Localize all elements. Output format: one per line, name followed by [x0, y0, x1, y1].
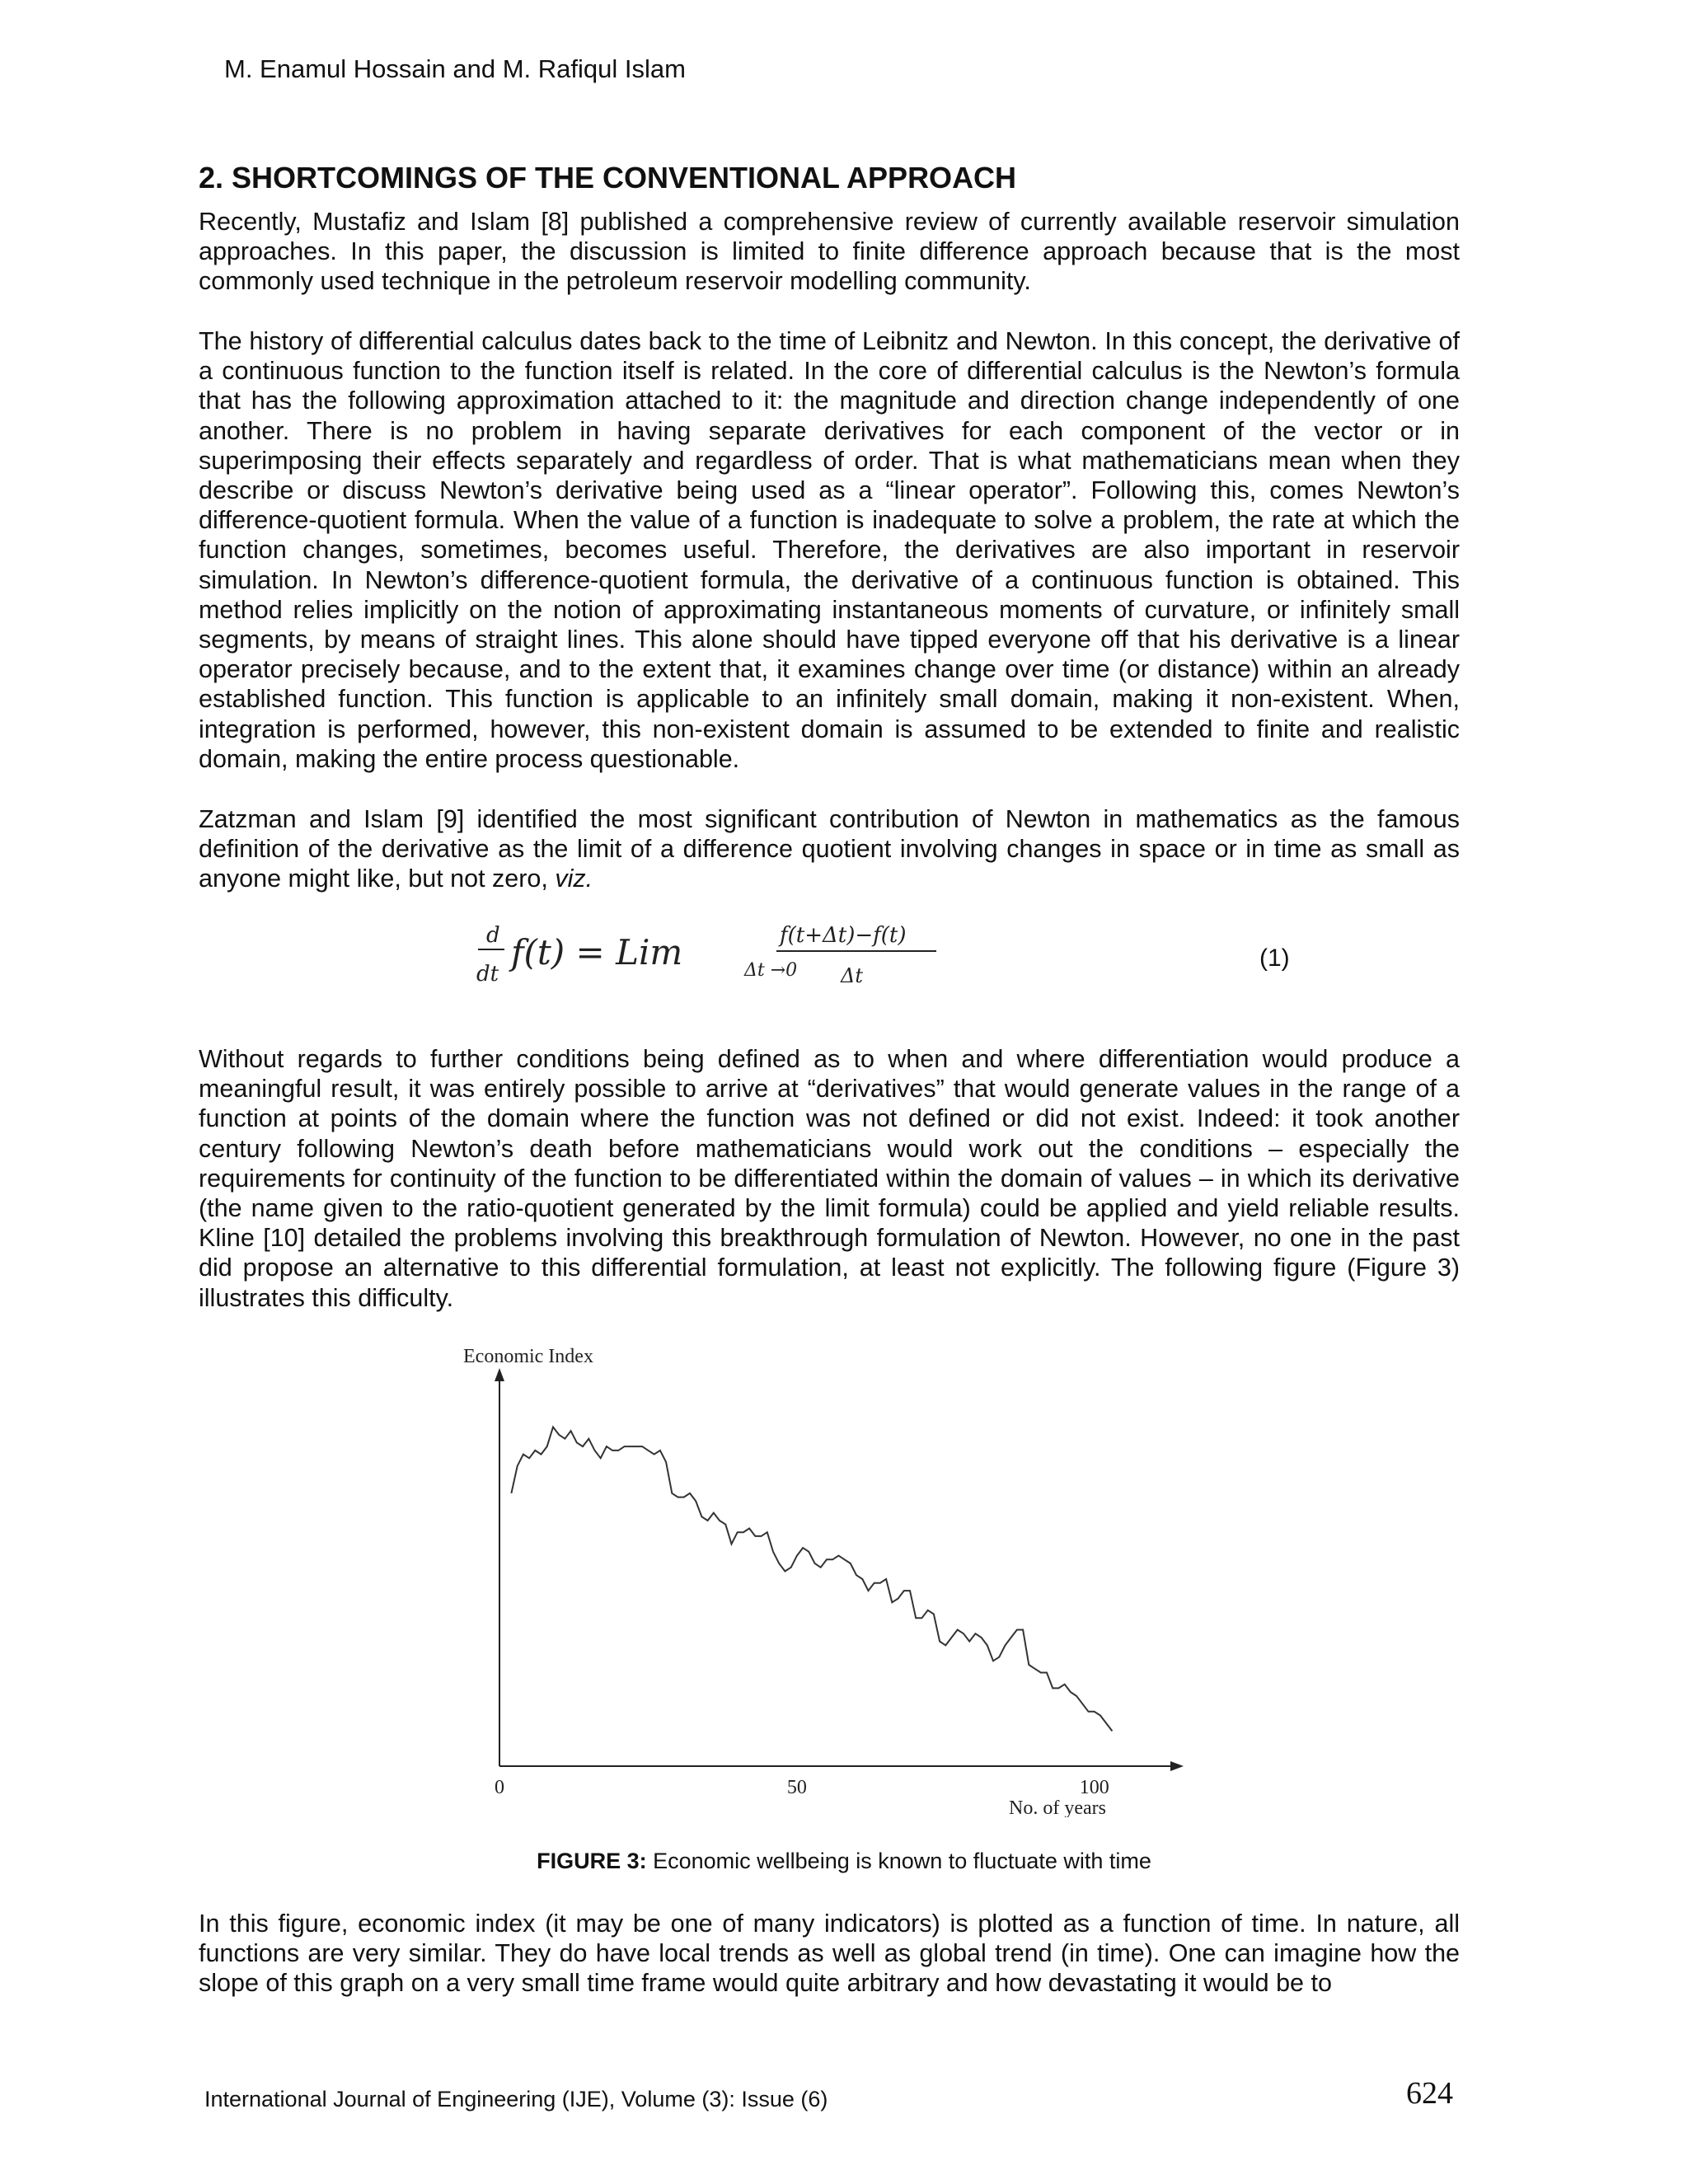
page-header-authors: M. Enamul Hossain and M. Rafiqul Islam [224, 54, 686, 83]
x-tick-label-50: 50 [786, 1777, 807, 1798]
paragraph-5: In this figure, economic index (it may be one of many indicators) is plotted as a function of time. In nature, all functions are very similar. They do have local trends as well as global trend (in time). One can imagine how the slope of this graph on a very small time frame would quite arbitrary and how devastating it would be to [199, 1910, 1460, 1998]
equation-number: (1) [1259, 944, 1290, 972]
paragraph-3 [199, 804, 1460, 894]
chart-x-label: No. of years [1009, 1797, 1106, 1817]
eq-lhs: f(t) = Lim [511, 932, 683, 972]
chart-x-axis-arrow [1170, 1761, 1184, 1771]
paragraph-2: The history of differential calculus dates back to the time of Leibnitz and Newton. In this concept, the derivative of a continuous function to the function itself is related. In the core of differential calculus is the Newton’s formula that has the following approximation attached to it: the magnitude and direction change independently of one another. There is no problem in having separate derivatives for each component of the vector or in superimposing their effects separately and regardless of order. That is what mathematicians mean when they describe or discuss Newton’s derivative being used as a “linear operator”. Following this, comes Newton’s difference-quotient formula. When the value of a function is inadequate to solve a problem, the rate at which the function changes, sometimes, becomes useful. Therefore, the derivatives are also important in reservoir simulation. In Newton’s difference-quotient formula, the derivative of a continuous function is obtained. This method relies implicitly on the notion of approximating instantaneous moments of curvature, or infinitely small segments, by means of straight lines. This alone should have tipped everyone off that his derivative is a linear operator precisely because, and to the extent that, it examines change over time (or distance) within an already established function. This function is applicable to an infinitely small domain, making it non-existent. When, integration is performed, however, this non-existent domain is assumed to be extended to finite and realistic domain, making the entire process questionable. [199, 327, 1460, 773]
equation-graphic [470, 921, 1047, 1012]
series-line-economic-index [511, 1427, 1112, 1732]
eq-numerator: f(t+Δt)−f(t) [780, 923, 907, 948]
paragraph-1: Recently, Mustafiz and Islam [8] published a comprehensive review of currently available reservoir simulation approaches. In this paper, the discussion is limited to finite difference approach because that is the most commonly used technique in the petroleum reservoir modelling community. [199, 208, 1460, 296]
eq-limit-subscript: Δt →0 [744, 960, 798, 981]
figure-caption [0, 1849, 1688, 1874]
footer-page-number: 624 [1406, 2076, 1453, 2111]
equation-1 [470, 921, 1294, 1012]
x-tick-label-0: 0 [495, 1777, 504, 1798]
figure-label: FIGURE 3: [537, 1849, 647, 1873]
x-tick-label-100: 100 [1079, 1777, 1109, 1798]
eq-dt: dt [476, 962, 499, 987]
chart-y-axis-arrow [495, 1368, 504, 1381]
eq-d: d [486, 923, 500, 948]
figure-3 [458, 1343, 1200, 1817]
figure-caption-text: Economic wellbeing is known to fluctuate with time [646, 1849, 1151, 1873]
paragraph-3-viz: viz. [555, 865, 593, 893]
economic-index-chart [458, 1343, 1200, 1817]
paragraph-4: Without regards to further conditions being defined as to when and where differentiation would produce a meaningful result, it was entirely possible to arrive at “derivatives” that would generate values in the range of a function at points of the domain where the function was not defined or did not exist. Indeed: it took another century following Newton’s death before mathematicians would work out the conditions – especially the requirements for continuity of the function to be differentiated within the domain of values – in which its derivative (the name given to the ratio-quotient generated by the limit formula) could be applied and yield reliable results. Kline [10] detailed the problems involving this breakthrough formulation of Newton. However, no one in the past did propose an alternative to this differential formulation, at least not explicitly. The following figure (Figure 3) illustrates this difficulty. [199, 1045, 1460, 1312]
eq-denominator: Δt [841, 964, 863, 987]
chart-y-label: Economic Index [463, 1346, 593, 1367]
paragraph-3-text: Zatzman and Islam [9] identified the most significant contribution of Newton in mathematics as the famous definition of the derivative as the limit of a difference quotient involving changes in space or in time as small as anyone might like, but not zero, [199, 805, 1460, 893]
section-title: 2. SHORTCOMINGS OF THE CONVENTIONAL APPROACH [199, 161, 1017, 194]
footer-journal: International Journal of Engineering (IJE), Volume (3): Issue (6) [204, 2087, 828, 2111]
